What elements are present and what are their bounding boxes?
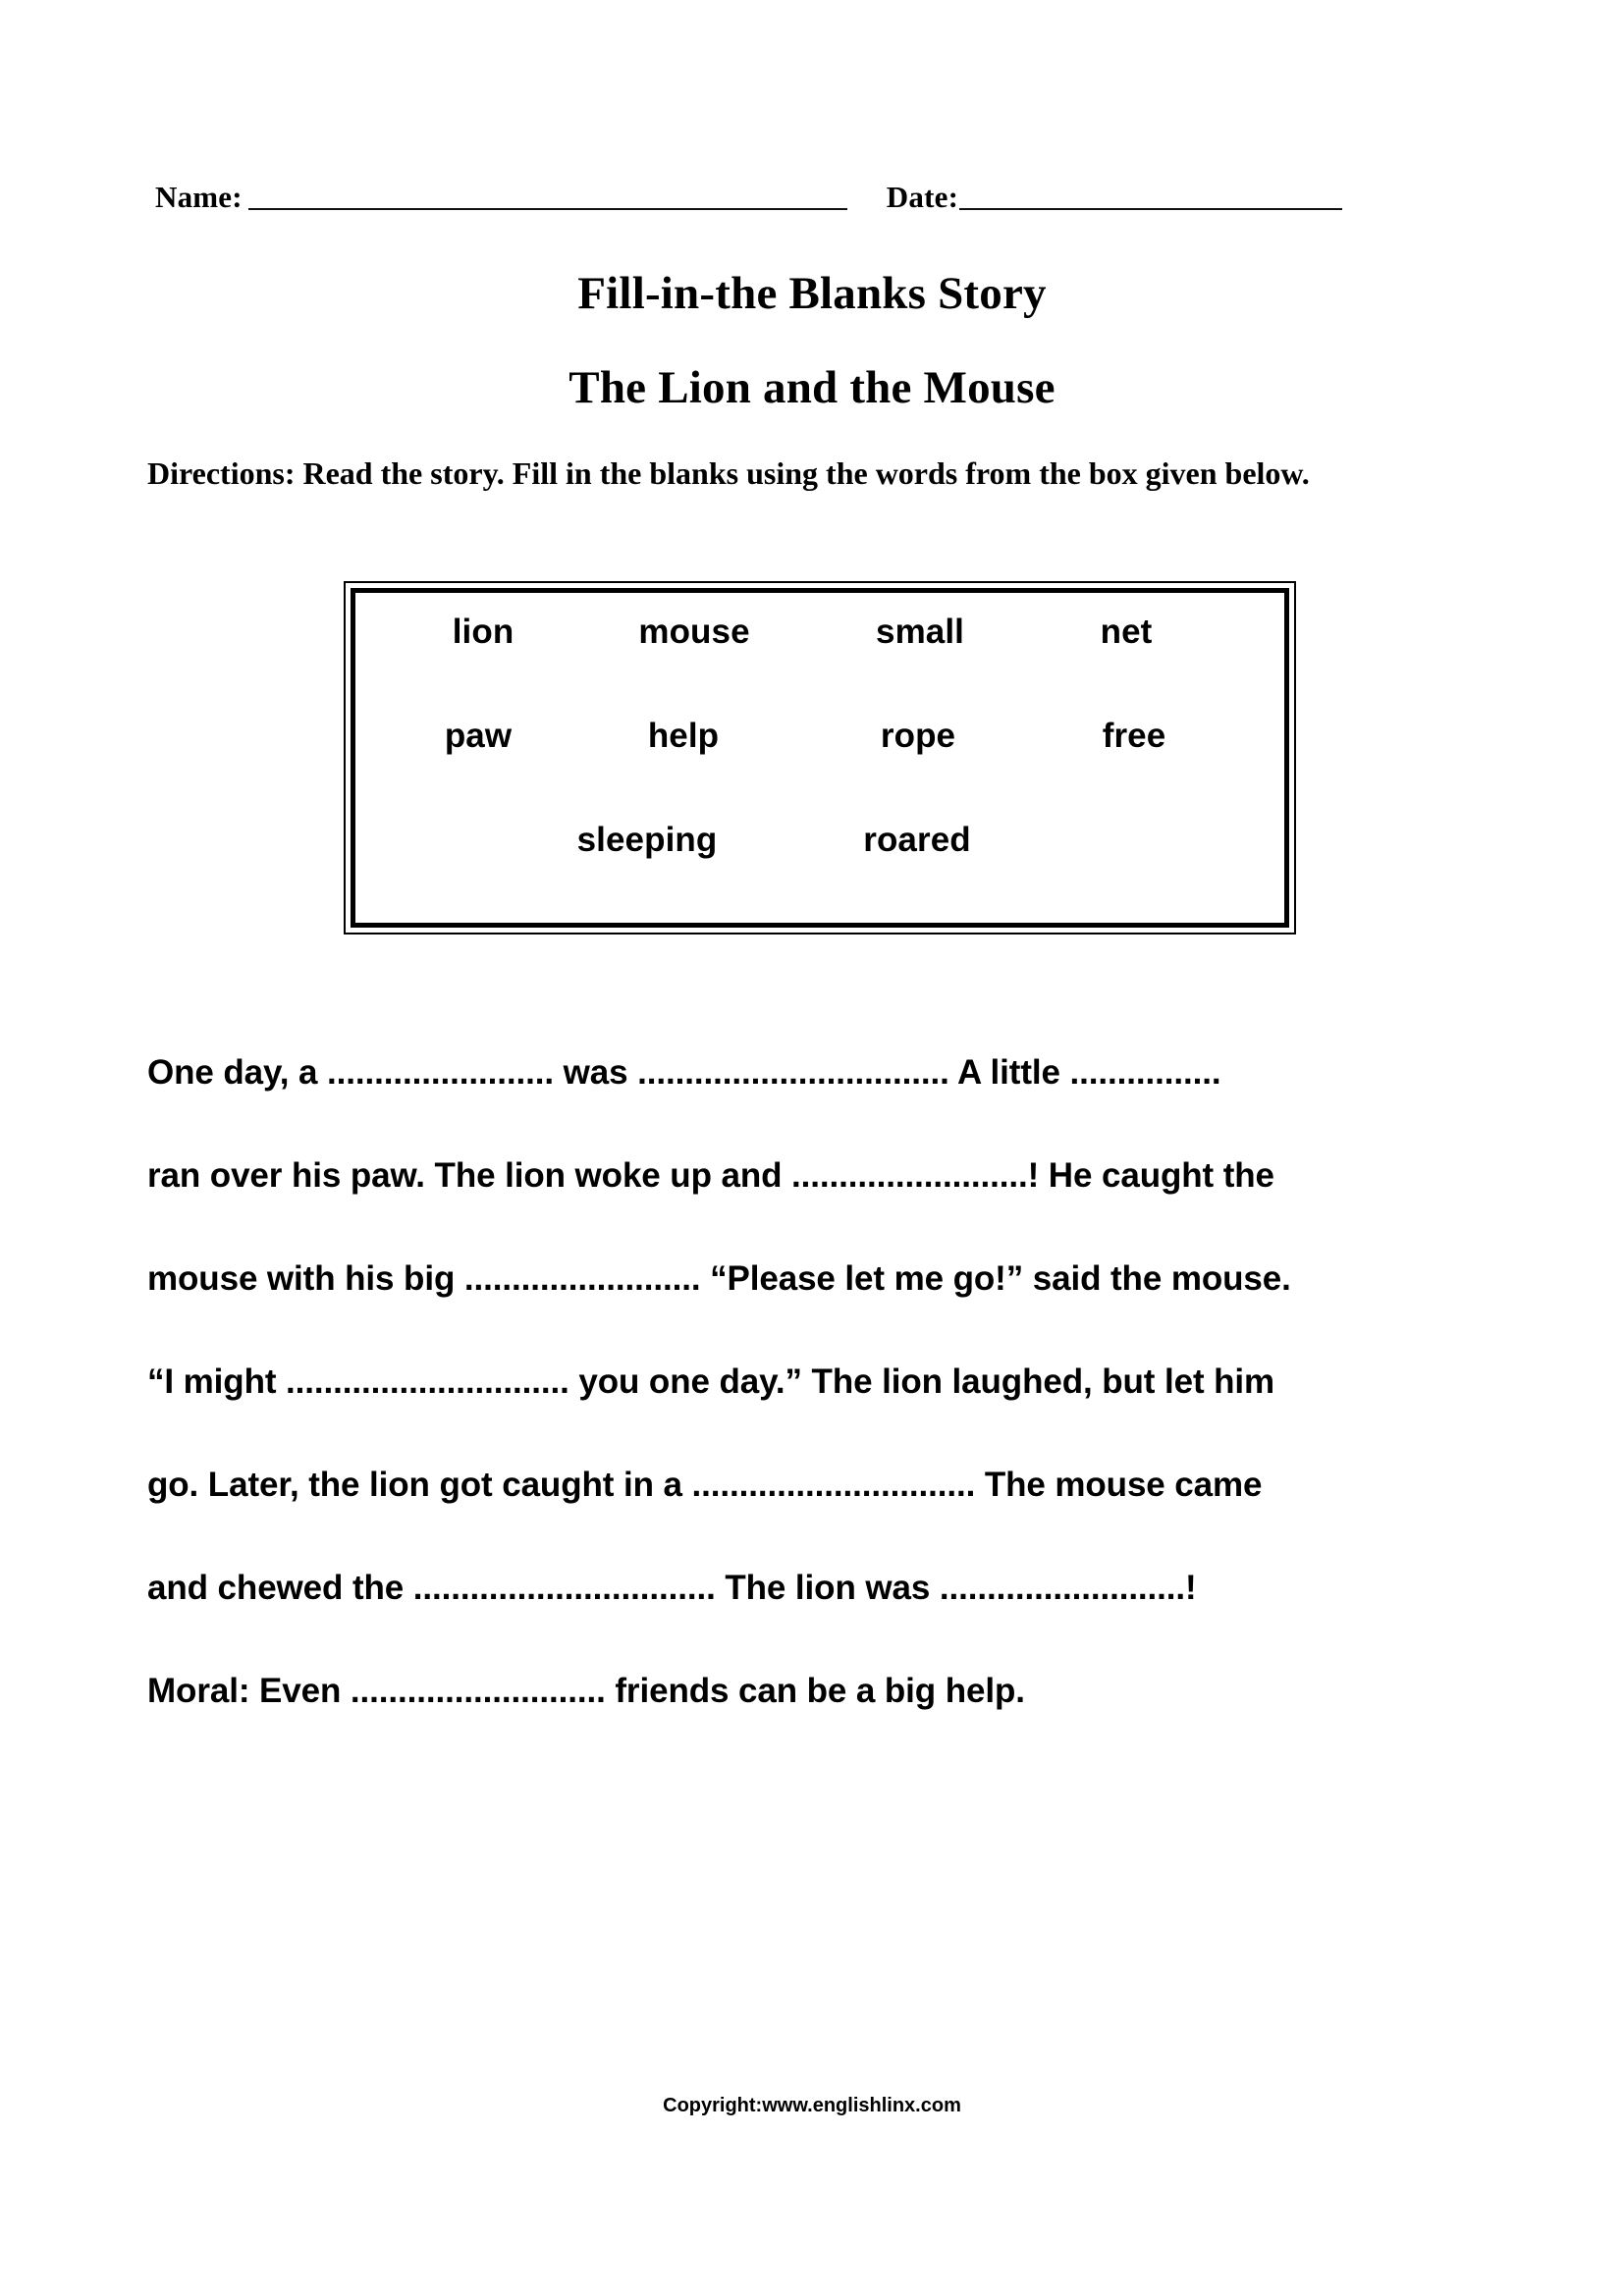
story-line[interactable]: mouse with his big ......................... “Please let me go!” said the mouse. — [147, 1259, 1291, 1298]
story-body — [147, 1021, 1502, 1742]
name-label: Name: — [155, 180, 243, 214]
name-write-line[interactable] — [248, 208, 847, 210]
word-bank-word[interactable]: lion — [452, 613, 514, 651]
word-bank-word[interactable]: help — [647, 717, 720, 755]
word-bank-word[interactable]: rope — [880, 717, 956, 755]
word-bank-word[interactable]: paw — [444, 717, 513, 755]
word-bank-word[interactable]: free — [1102, 717, 1166, 755]
story-line[interactable]: go. Later, the lion got caught in a .............................. The mouse came — [147, 1466, 1263, 1504]
word-bank-word[interactable]: small — [876, 613, 964, 651]
story-title: The Lion and the Mouse — [568, 362, 1056, 413]
story-line[interactable]: “I might .............................. you one day.” The lion laughed, but let him — [147, 1362, 1275, 1401]
date-write-line[interactable] — [959, 208, 1342, 210]
word-bank-word[interactable]: sleeping — [576, 821, 718, 859]
story-moral-line[interactable]: Moral: Even ........................... friends can be a big help. — [147, 1672, 1025, 1710]
story-line[interactable]: ran over his paw. The lion woke up and .........................! He caught the — [147, 1156, 1274, 1195]
page-title: Fill-in-the Blanks Story — [577, 268, 1047, 319]
date-label: Date: — [886, 180, 959, 214]
word-bank-word[interactable]: roared — [863, 821, 971, 859]
story-line[interactable]: One day, a ........................ was ................................. A little ................ — [147, 1053, 1221, 1092]
word-bank-rows — [355, 593, 1284, 923]
word-bank-row — [385, 614, 1255, 719]
directions-text: Directions: Read the story. Fill in the blanks using the words from the box given below. — [147, 455, 1310, 491]
word-bank-row — [385, 719, 1255, 823]
word-bank-box — [344, 581, 1296, 934]
word-bank-row — [385, 823, 1255, 927]
story-line[interactable]: and chewed the ................................ The lion was ..........................! — [147, 1569, 1197, 1607]
word-bank-inner-border — [351, 588, 1289, 928]
name-date-row — [155, 182, 1382, 214]
word-bank-word[interactable]: net — [1100, 613, 1153, 651]
copyright-footer: Copyright:www.englishlinx.com — [663, 2095, 961, 2116]
word-bank-word[interactable]: mouse — [638, 613, 750, 651]
